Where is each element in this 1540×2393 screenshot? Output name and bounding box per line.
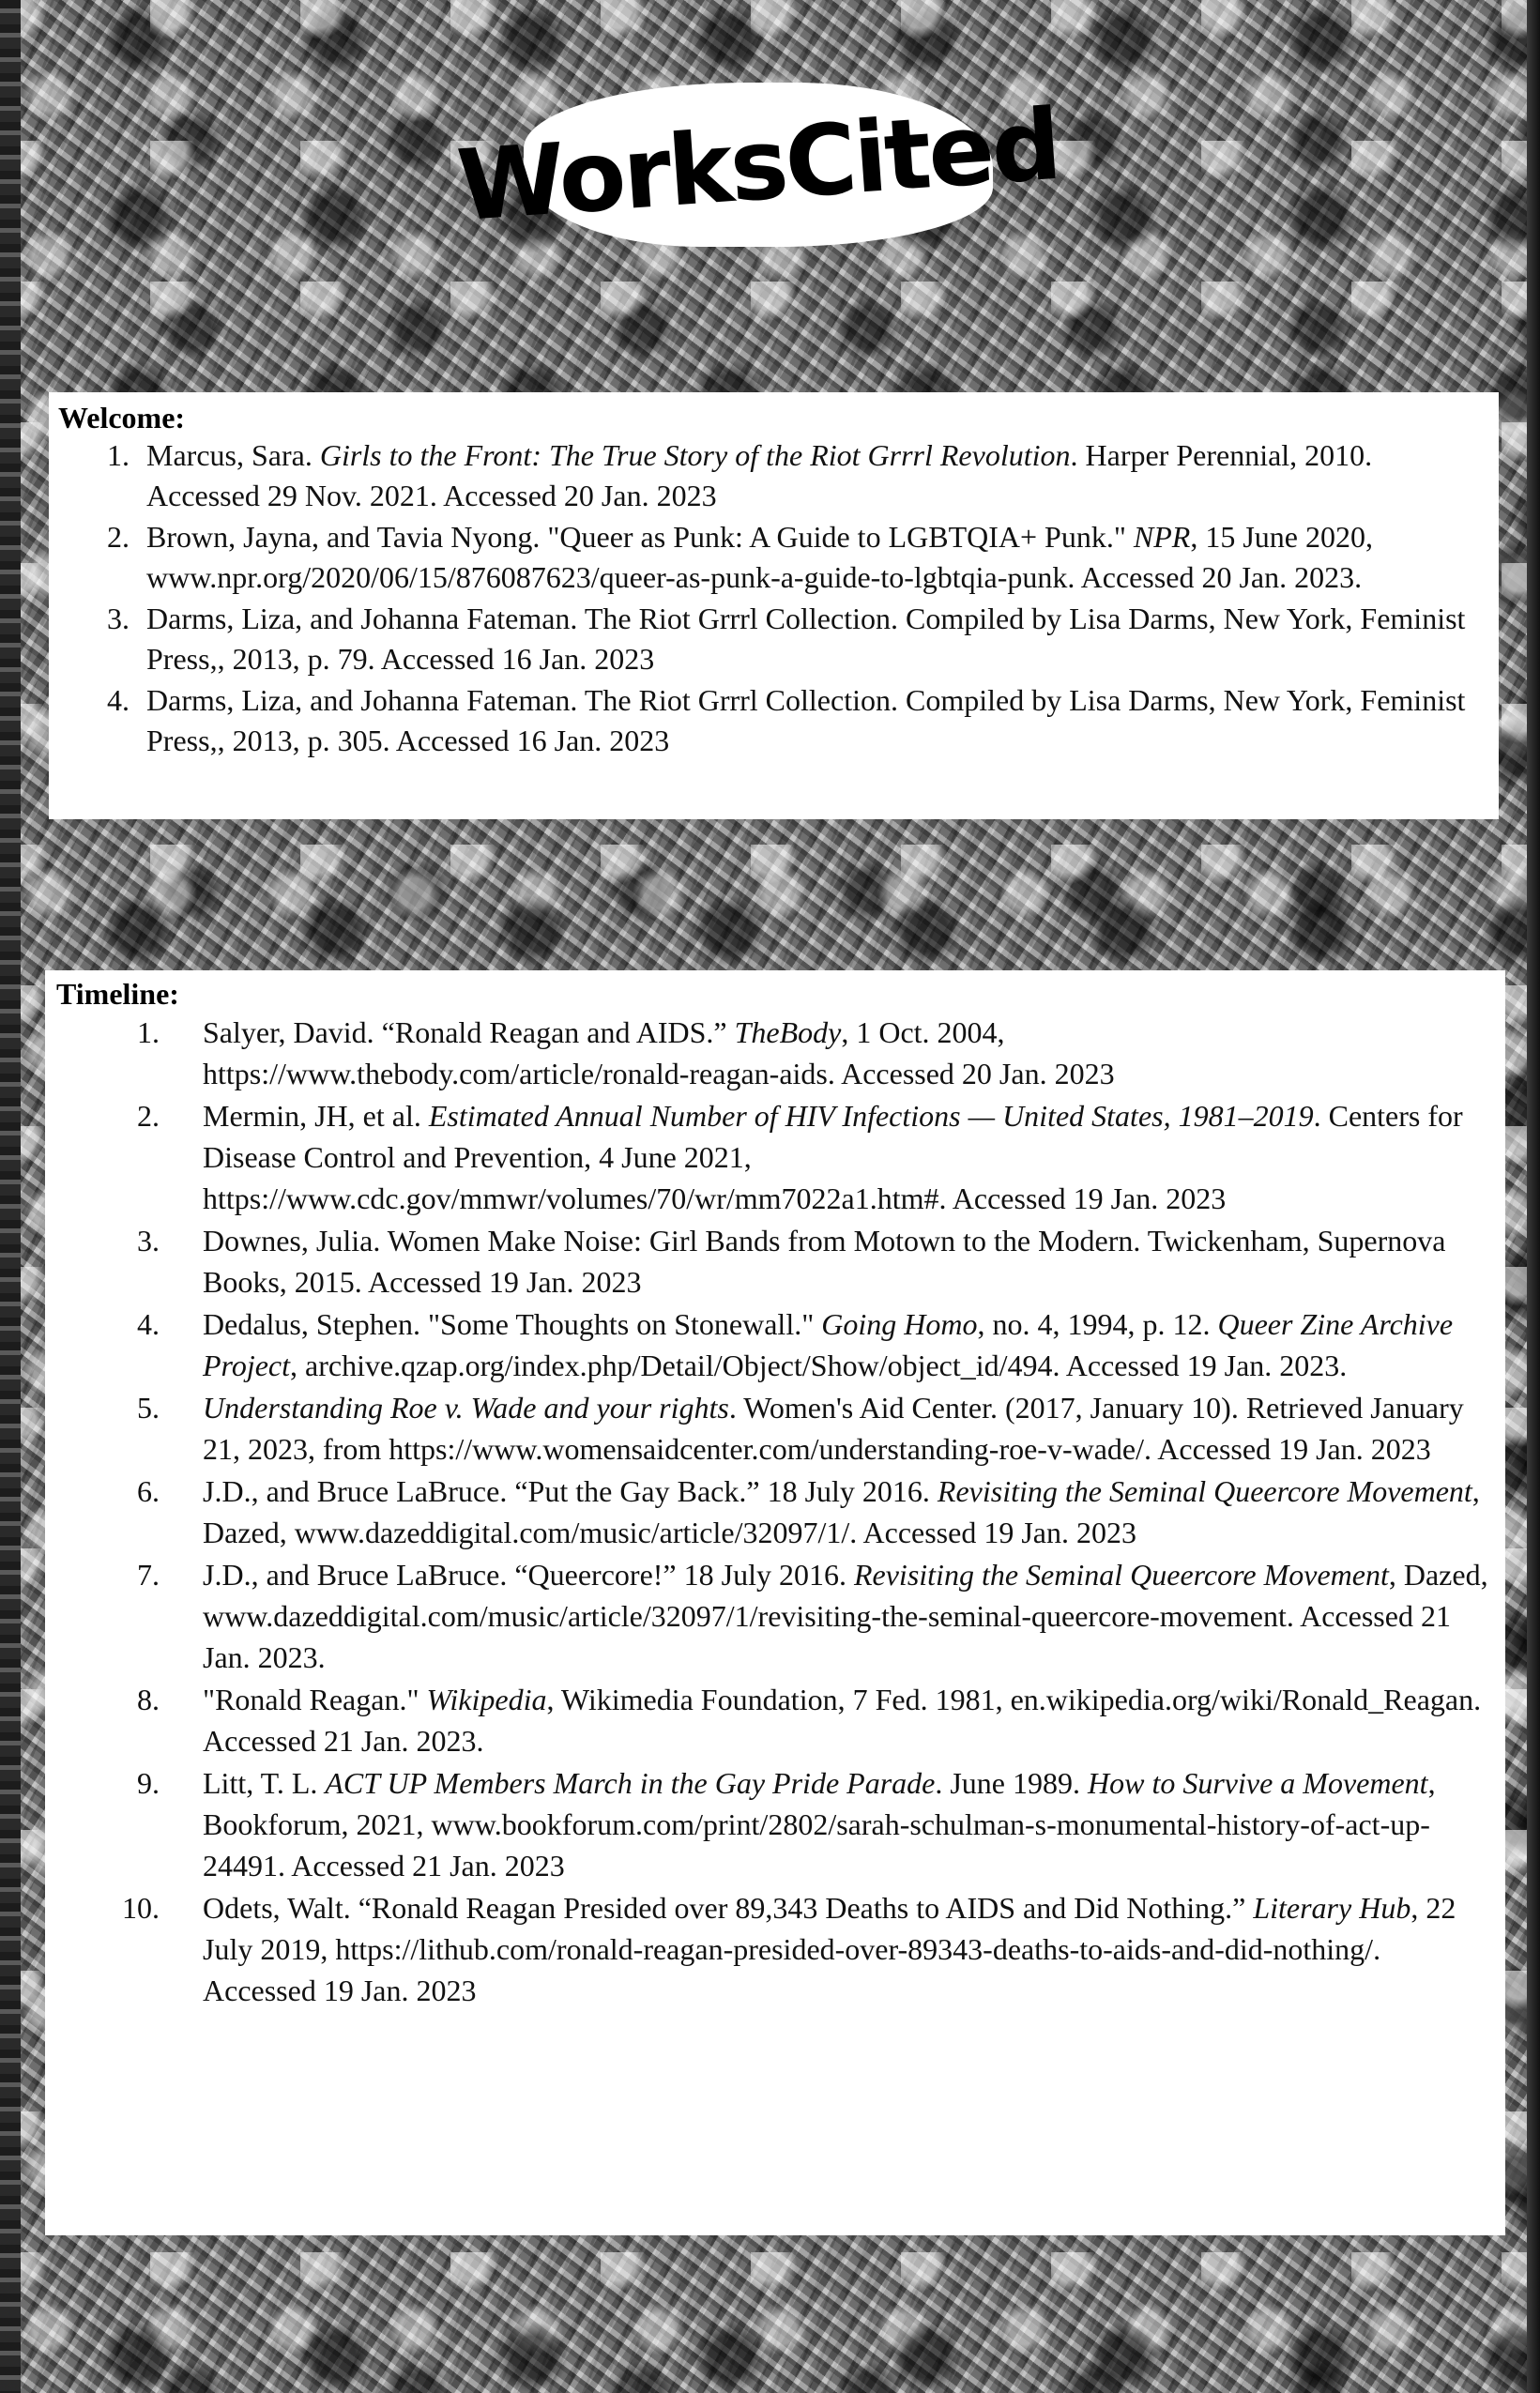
citation-text-part: Darms, Liza, and Johanna Fateman. The Riot Grrrl Collection. Compiled by Lisa Darms, New York, Feminist Press,, 2013, p. 79. Accessed 16 Jan. 2023	[146, 602, 1466, 676]
citation-text-part: . Women's Aid Center. (2017, January 10). Retrieved January 21, 2023, from https://www.womensaidcenter.com/understanding-roe-v-wade/. Accessed 19 Jan. 2023	[203, 1391, 1464, 1466]
citation-text-part: Marcus, Sara.	[146, 438, 320, 472]
citation-text	[203, 1012, 1492, 1094]
citation-item	[56, 1679, 1492, 1761]
citation-text	[203, 1679, 1492, 1761]
citation-title-italic: Girls to the Front: The True Story of the Riot Grrrl Revolution	[319, 438, 1071, 472]
citation-item	[58, 435, 1486, 516]
citation-text-part: J.D., and Bruce LaBruce. “Queercore!” 18 July 2016.	[203, 1558, 854, 1592]
citation-number: 10.	[122, 1891, 160, 1925]
citation-text	[203, 1095, 1492, 1219]
citation-text-part: . Centers for Disease Control and Prevention, 4 June 2021, https://www.cdc.gov/mmwr/volumes/70/wr/mm7022a1.htm#. Accessed 19 Jan. 2023	[203, 1099, 1463, 1215]
citation-text-part: , Bookforum, 2021, www.bookforum.com/print/2802/sarah-schulman-s-monumental-history-of-act-up-24491. Accessed 21 Jan. 2023	[203, 1766, 1436, 1882]
citation-text-part: . Harper Perennial, 2010. Accessed 29 Nov. 2021. Accessed 20 Jan. 2023	[146, 438, 1373, 512]
citation-number: 3.	[137, 1224, 160, 1257]
citation-number: 9.	[137, 1766, 160, 1800]
timeline-citation-list	[56, 1012, 1492, 2011]
citation-title-italic: Revisiting the Seminal Queercore Movement	[853, 1558, 1389, 1592]
citation-text	[146, 435, 1486, 516]
citation-title-italic: Wikipedia	[426, 1683, 547, 1716]
citation-text-part: , Dazed, www.dazeddigital.com/music/article/32097/1/. Accessed 19 Jan. 2023	[203, 1474, 1480, 1549]
citation-text-part: , no. 4, 1994, p. 12.	[977, 1307, 1218, 1341]
page-edge-right	[1527, 0, 1540, 2393]
citation-text	[146, 599, 1486, 679]
citation-text-part: Salyer, David. “Ronald Reagan and AIDS.”	[203, 1015, 735, 1049]
citation-number: 7.	[137, 1558, 160, 1592]
citation-item	[56, 1762, 1492, 1886]
page-edge-left	[0, 0, 21, 2393]
citation-item	[56, 1387, 1492, 1470]
citation-item	[56, 1303, 1492, 1386]
citation-text	[203, 1554, 1492, 1678]
citation-item	[56, 1471, 1492, 1553]
timeline-section	[45, 970, 1505, 2235]
citation-text-part: J.D., and Bruce LaBruce. “Put the Gay Back.” 18 July 2016.	[203, 1474, 938, 1508]
citation-title-italic: TheBody	[734, 1015, 842, 1049]
citation-title-italic: NPR	[1133, 520, 1191, 554]
citation-number: 4.	[137, 1307, 160, 1341]
citation-text	[146, 680, 1486, 761]
welcome-section	[49, 392, 1499, 819]
citation-item	[56, 1887, 1492, 2011]
citation-title-italic: How to Survive a Movement	[1088, 1766, 1428, 1800]
citation-text-part: , 15 June 2020, www.npr.org/2020/06/15/876087623/queer-as-punk-a-guide-to-lgbtqia-punk. Accessed 20 Jan. 2023.	[146, 520, 1373, 594]
citation-text	[203, 1387, 1492, 1470]
citation-text-part: , Dazed, www.dazeddigital.com/music/article/32097/1/revisiting-the-seminal-queercore-movement. Accessed 21 Jan. 2023.	[203, 1558, 1488, 1674]
welcome-heading: Welcome:	[58, 401, 186, 434]
citation-number: 3.	[107, 602, 130, 635]
citation-text-part: . June 1989.	[935, 1766, 1088, 1800]
citation-item	[58, 599, 1486, 679]
citation-number: 5.	[137, 1391, 160, 1425]
citation-number: 8.	[137, 1683, 160, 1716]
citation-number: 1.	[137, 1015, 160, 1049]
citation-text-part: "Ronald Reagan."	[203, 1683, 427, 1716]
page-title: WorksCited	[453, 86, 1063, 243]
citation-text-part: , 1 Oct. 2004, https://www.thebody.com/article/ronald-reagan-aids. Accessed 20 Jan. 2023	[203, 1015, 1115, 1090]
citation-number: 4.	[107, 683, 130, 717]
citation-number: 2.	[107, 520, 130, 554]
citation-number: 1.	[107, 438, 130, 472]
citation-text-part: Darms, Liza, and Johanna Fateman. The Riot Grrrl Collection. Compiled by Lisa Darms, New York, Feminist Press,, 2013, p. 305. Accessed 16 Jan. 2023	[146, 683, 1466, 757]
citation-text	[203, 1303, 1492, 1386]
citation-item	[56, 1012, 1492, 1094]
citation-item	[56, 1220, 1492, 1303]
citation-text-part: , archive.qzap.org/index.php/Detail/Object/Show/object_id/494. Accessed 19 Jan. 2023.	[290, 1349, 1348, 1382]
citation-item	[58, 517, 1486, 598]
citation-item	[58, 680, 1486, 761]
citation-title-italic: Literary Hub	[1253, 1891, 1411, 1925]
citation-title-italic: Understanding Roe v. Wade and your rights	[203, 1391, 729, 1425]
citation-text-part: Brown, Jayna, and Tavia Nyong. "Queer as Punk: A Guide to LGBTQIA+ Punk."	[146, 520, 1134, 554]
citation-text-part: Litt, T. L.	[203, 1766, 326, 1800]
citation-text	[203, 1471, 1492, 1553]
citation-title-italic: Going Homo	[821, 1307, 978, 1341]
citation-title-italic: ACT UP Members March in the Gay Pride Parade	[325, 1766, 936, 1800]
citation-item	[56, 1095, 1492, 1219]
title-patch	[453, 83, 1063, 247]
citation-text	[203, 1762, 1492, 1886]
citation-text-part: Dedalus, Stephen. "Some Thoughts on Stonewall."	[203, 1307, 822, 1341]
citation-text-part: Downes, Julia. Women Make Noise: Girl Bands from Motown to the Modern. Twickenham, Supernova Books, 2015. Accessed 19 Jan. 2023	[203, 1224, 1446, 1299]
citation-text-part: Odets, Walt. “Ronald Reagan Presided over 89,343 Deaths to AIDS and Did Nothing.”	[203, 1891, 1254, 1925]
timeline-heading: Timeline:	[56, 977, 179, 1011]
citation-item	[56, 1554, 1492, 1678]
citation-title-italic: Queer Zine Archive Project	[203, 1307, 1454, 1382]
citation-number: 2.	[137, 1099, 160, 1133]
citation-number: 6.	[137, 1474, 160, 1508]
citation-text-part: Mermin, JH, et al.	[203, 1099, 429, 1133]
citation-text-part: , 22 July 2019, https://lithub.com/ronald-reagan-presided-over-89343-deaths-to-aids-and-did-nothing/. Accessed 19 Jan. 2023	[203, 1891, 1456, 2007]
citation-text	[203, 1220, 1492, 1303]
citation-title-italic: Revisiting the Seminal Queercore Movement	[937, 1474, 1472, 1508]
welcome-citation-list	[58, 435, 1486, 761]
citation-text	[203, 1887, 1492, 2011]
citation-title-italic: Estimated Annual Number of HIV Infections — United States, 1981–2019	[428, 1099, 1314, 1133]
citation-text	[146, 517, 1486, 598]
citation-text-part: , Wikimedia Foundation, 7 Fed. 1981, en.wikipedia.org/wiki/Ronald_Reagan. Accessed 21 Jan. 2023.	[203, 1683, 1482, 1758]
